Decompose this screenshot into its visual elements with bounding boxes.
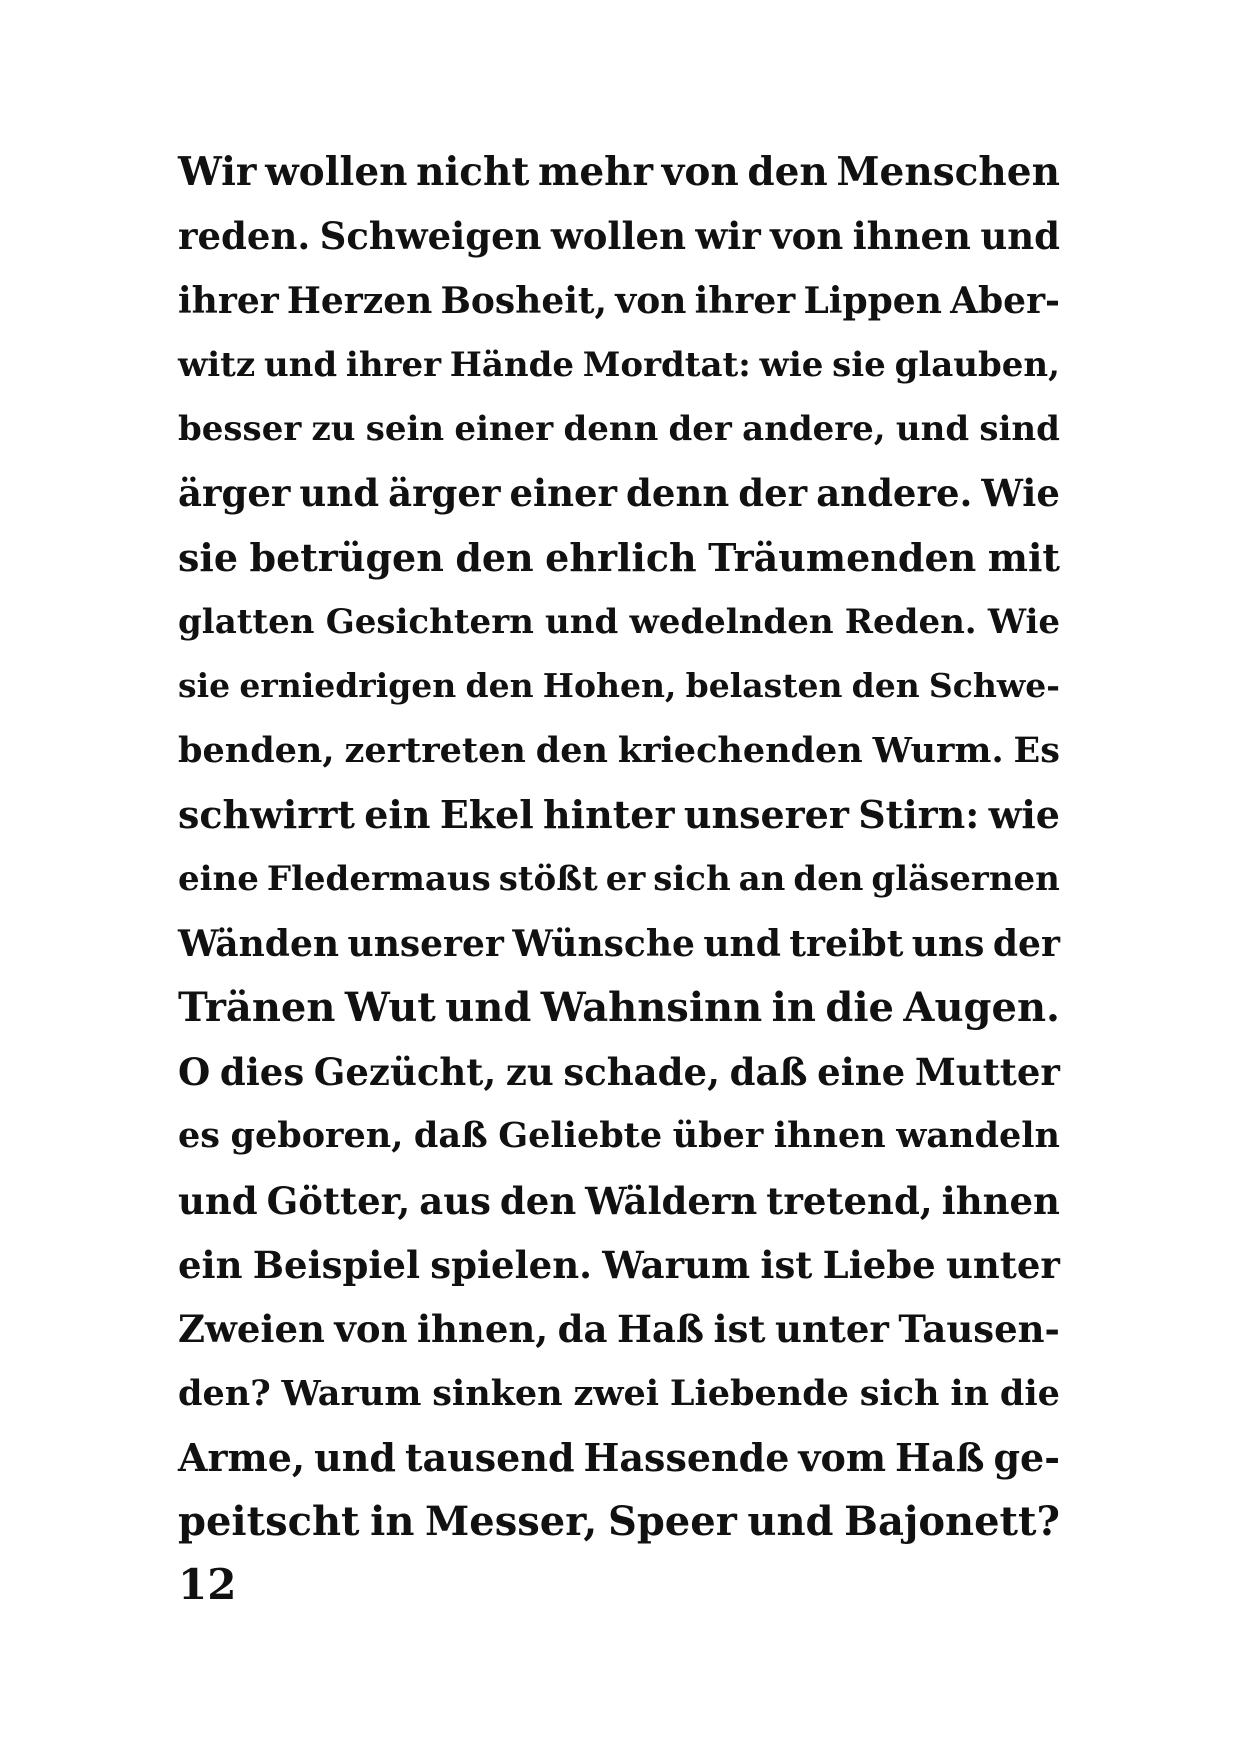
word: Wie: [987, 602, 1060, 643]
word: O: [178, 1050, 211, 1095]
word: der: [668, 409, 732, 450]
word: Warum: [281, 1372, 422, 1414]
word: reden.: [178, 214, 311, 259]
word: sein: [365, 409, 445, 450]
word: Stirn:: [858, 791, 980, 837]
word: betrügen: [249, 534, 444, 580]
word: Wir: [178, 149, 257, 195]
word: Haß: [616, 1307, 705, 1352]
word: sie: [178, 666, 231, 706]
word: den?: [178, 1372, 271, 1414]
word: von: [615, 279, 687, 322]
word: denn: [626, 471, 730, 516]
word: Liebe: [822, 1243, 936, 1288]
word: erniedrigen: [239, 666, 457, 706]
word: wir: [695, 214, 761, 259]
word: Tausen-: [898, 1307, 1060, 1352]
word: uns: [911, 922, 985, 965]
word: wie: [759, 344, 824, 385]
text-line: [178, 1040, 1060, 1104]
word: Menschen: [836, 149, 1060, 195]
text-line: [178, 1169, 1060, 1233]
text-line: [178, 847, 1060, 911]
word: und: [314, 1434, 396, 1480]
word: einer: [454, 409, 554, 450]
word: den: [535, 729, 608, 771]
word: Tränen: [178, 983, 336, 1031]
word: Schwe-: [928, 666, 1060, 706]
text-line: [178, 1297, 1060, 1361]
word: unter: [945, 1243, 1060, 1288]
text-line: [178, 912, 1060, 976]
word: über: [672, 1115, 764, 1157]
word: Zweien: [178, 1307, 325, 1352]
word: Warum: [602, 1243, 751, 1288]
word: Lippen: [803, 279, 942, 322]
word: unter: [774, 1307, 889, 1352]
word: unserer: [683, 791, 849, 837]
word: andere.: [816, 471, 973, 516]
word: und: [980, 214, 1060, 259]
word: den: [793, 859, 864, 900]
word: sind: [979, 409, 1060, 450]
word: die: [825, 983, 894, 1031]
word: in: [771, 983, 816, 1031]
word: Wurm.: [872, 729, 1004, 771]
word: tausend: [404, 1434, 575, 1480]
word: den: [465, 666, 534, 706]
word: daß: [413, 1115, 488, 1157]
word: und: [895, 409, 970, 450]
word: nicht: [416, 149, 530, 195]
word: zwei: [573, 1372, 660, 1414]
word: ärger: [178, 471, 291, 516]
word: Wünsche: [512, 922, 695, 965]
word: Wut: [344, 983, 436, 1031]
word: Träumenden: [708, 534, 977, 580]
word: von: [661, 149, 739, 195]
word: ihnen: [941, 1178, 1060, 1223]
word: ist: [713, 1307, 766, 1352]
word: Beispiel: [252, 1243, 421, 1288]
word: Gezücht,: [313, 1050, 497, 1095]
word: Wie: [981, 471, 1060, 516]
word: vom: [798, 1434, 887, 1480]
word: sinken: [432, 1372, 563, 1414]
text-line: [178, 719, 1060, 783]
word: schade,: [563, 1050, 720, 1095]
word: gläsernen: [871, 859, 1060, 900]
word: ihrer: [178, 279, 279, 322]
text-line: [178, 1233, 1060, 1297]
word: wollen: [550, 214, 686, 259]
word: ehrlich: [545, 534, 697, 580]
text-line: [178, 333, 1060, 397]
word: Bosheit,: [440, 279, 608, 322]
word: Haß: [895, 1434, 985, 1480]
word: ge-: [993, 1434, 1060, 1480]
word: und: [263, 344, 338, 385]
word: treibt: [789, 922, 904, 965]
word: ein: [178, 1243, 243, 1288]
word: Hände: [449, 344, 575, 385]
word: spielen.: [430, 1243, 592, 1288]
word: sich: [859, 1372, 940, 1414]
word: eine: [178, 859, 259, 900]
word: glatten: [178, 602, 315, 643]
word: es: [178, 1115, 220, 1157]
word: wandeln: [896, 1115, 1060, 1157]
word: mit: [987, 534, 1060, 580]
word: stößt: [498, 859, 598, 900]
word: wollen: [265, 149, 408, 195]
word: den: [747, 149, 828, 195]
word: dies: [219, 1050, 305, 1095]
word: zu: [505, 1050, 554, 1095]
word: aus: [419, 1178, 491, 1223]
word: Wäldern: [585, 1178, 758, 1223]
word: kriechenden: [617, 729, 863, 771]
word: witz: [178, 344, 256, 385]
word: denn: [563, 409, 659, 450]
word: wie: [988, 791, 1060, 837]
word: Liebende: [669, 1372, 849, 1414]
word: von: [770, 214, 844, 259]
word: ein: [364, 791, 431, 837]
word: daß: [729, 1050, 808, 1095]
text-line: [178, 397, 1060, 461]
word: sie: [832, 344, 886, 385]
word: Götter,: [266, 1178, 411, 1223]
word: und: [178, 1178, 258, 1223]
word: den: [499, 1178, 577, 1223]
word: einer: [509, 471, 618, 516]
word: Mutter: [914, 1050, 1060, 1095]
word: Es: [1013, 729, 1060, 771]
text-line: [178, 1426, 1060, 1490]
word: und: [747, 1498, 834, 1546]
word: Wänden: [178, 922, 340, 965]
word: eine: [817, 1050, 906, 1095]
word: da: [557, 1307, 608, 1352]
word: Hassende: [583, 1434, 790, 1480]
word: die: [999, 1372, 1060, 1414]
word: ihrer: [345, 344, 442, 385]
word: Herzen: [286, 279, 433, 322]
word: tretend,: [766, 1178, 933, 1223]
word: ihrer: [694, 279, 796, 322]
word: in: [370, 1498, 415, 1546]
page-number: 12: [178, 1560, 237, 1609]
word: Bajonett?: [844, 1498, 1060, 1546]
text-line: [178, 654, 1060, 718]
word: sie: [178, 534, 239, 580]
word: benden,: [178, 729, 335, 771]
text-line: [178, 1490, 1060, 1554]
word: Geliebte: [498, 1115, 663, 1157]
text-line: [178, 269, 1060, 333]
word: in: [950, 1372, 990, 1414]
word: und: [545, 602, 619, 643]
text-line: [178, 783, 1060, 847]
word: und: [299, 471, 380, 516]
word: und: [703, 922, 781, 965]
text-line: [178, 140, 1060, 204]
text-line: [178, 1362, 1060, 1426]
word: Wahnsinn: [540, 983, 763, 1031]
word: geboren,: [230, 1115, 404, 1157]
word: peitscht: [178, 1498, 360, 1546]
text-line: [178, 1104, 1060, 1168]
word: Arme,: [178, 1434, 306, 1480]
word: der: [738, 471, 808, 516]
body-text: [178, 140, 1060, 1555]
word: Hohen,: [542, 666, 677, 706]
word: glauben,: [894, 344, 1060, 385]
word: der: [992, 922, 1060, 965]
word: schwirrt: [178, 791, 355, 837]
word: Augen.: [903, 983, 1060, 1031]
word: hinter: [543, 791, 675, 837]
word: Messer,: [425, 1498, 598, 1546]
word: er: [605, 859, 646, 900]
word: den: [455, 534, 534, 580]
word: sich: [653, 859, 731, 900]
word: andere,: [742, 409, 886, 450]
word: von: [334, 1307, 408, 1352]
word: und: [445, 983, 532, 1031]
word: zu: [311, 409, 356, 450]
word: ärger: [388, 471, 501, 516]
text-line: [178, 204, 1060, 268]
word: besser: [178, 409, 302, 450]
word: zertreten: [344, 729, 526, 771]
text-line: [178, 590, 1060, 654]
word: Schweigen: [319, 214, 542, 259]
text-line: [178, 976, 1060, 1040]
word: Reden.: [844, 602, 977, 643]
word: ihnen: [852, 214, 971, 259]
word: Fledermaus: [266, 859, 491, 900]
text-line: [178, 526, 1060, 590]
word: unserer: [347, 922, 504, 965]
word: mehr: [538, 149, 654, 195]
word: Ekel: [439, 791, 534, 837]
word: belasten: [685, 666, 843, 706]
word: ihnen,: [416, 1307, 549, 1352]
word: ist: [760, 1243, 813, 1288]
word: ihnen: [773, 1115, 886, 1157]
word: Mordtat:: [582, 344, 751, 385]
word: Speer: [607, 1498, 737, 1546]
word: wedelnden: [629, 602, 834, 643]
word: Aber-: [950, 279, 1060, 322]
word: an: [738, 859, 786, 900]
word: den: [851, 666, 920, 706]
word: Gesichtern: [325, 602, 534, 643]
text-line: [178, 461, 1060, 525]
